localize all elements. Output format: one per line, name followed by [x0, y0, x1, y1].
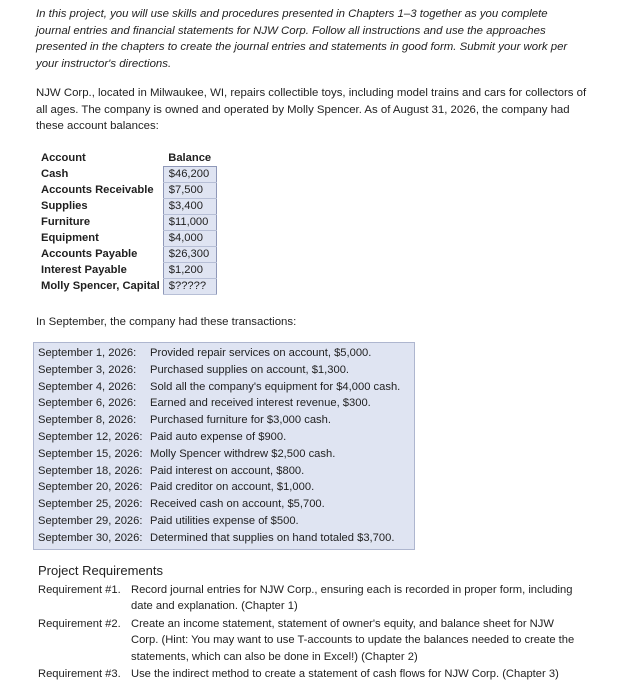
transaction-row [38, 463, 400, 480]
account-balances-table [38, 151, 217, 295]
transaction-date: September 18, 2026: [38, 464, 143, 477]
table-row [38, 167, 216, 183]
requirement-text: Use the indirect method to create a statement of cash flows for NJW Corp. (Chapter 3) [131, 668, 559, 680]
transaction-text: Purchased supplies on account, $1,300. [150, 363, 350, 376]
transaction-row [38, 395, 400, 412]
table-row [38, 263, 216, 279]
requirement-label: Requirement #1. [38, 584, 121, 596]
transaction-text: Molly Spencer withdrew $2,500 cash. [150, 447, 336, 460]
transaction-date: September 25, 2026: [38, 498, 143, 511]
transaction-date: September 29, 2026: [38, 514, 143, 527]
transaction-date: September 6, 2026: [38, 397, 137, 410]
company-description: NJW Corp., located in Milwaukee, WI, repairs collectible toys, including model trains and cars for collectors of all ages. The company is owned and operated by Molly Spencer. As of August 31, 2026, the company had these account balances: [36, 87, 587, 133]
requirement-text: Create an income statement, statement of owner's equity, and balance sheet for NJW Corp. (Hint: You may want to use T-accounts to update the balances needed to create the statements, which can also be done in Excel!) (Chapter 2) [131, 618, 575, 663]
transaction-row [38, 446, 400, 463]
transactions-intro: In September, the company had these transactions: [36, 316, 297, 328]
table-row [38, 183, 216, 199]
requirement-item [38, 582, 578, 615]
transaction-text: Paid auto expense of $900. [150, 430, 287, 443]
transactions-list [38, 345, 400, 547]
requirement-label: Requirement #2. [38, 618, 121, 630]
account-name: Accounts Receivable [41, 184, 154, 196]
transaction-text: Paid utilities expense of $500. [150, 514, 299, 527]
account-balance: $1,200 [163, 263, 216, 279]
transaction-text: Paid interest on account, $800. [150, 464, 305, 477]
transaction-date: September 30, 2026: [38, 531, 143, 544]
transaction-row [38, 530, 400, 547]
account-balance: $11,000 [163, 215, 216, 231]
table-row [38, 199, 216, 215]
requirement-item [38, 616, 578, 665]
transaction-row [38, 412, 400, 429]
account-balance: $????? [163, 279, 216, 295]
transaction-row [38, 479, 400, 496]
transaction-date: September 15, 2026: [38, 447, 143, 460]
account-name: Equipment [41, 232, 99, 244]
transaction-row [38, 362, 400, 379]
account-balance: $4,000 [163, 231, 216, 247]
account-balance: $7,500 [163, 183, 216, 199]
intro-instructions: In this project, you will use skills and procedures presented in Chapters 1–3 together as you complete journal entries and financial statements for NJW Corp. Follow all instructions and use the approaches presented in the chapters to create the journal entries and statements in good form. Submit your work per your instructor's directions. [36, 8, 568, 70]
requirement-item [38, 666, 578, 682]
transaction-text: Provided repair services on account, $5,000. [150, 347, 372, 359]
table-row [38, 247, 216, 263]
transaction-text: Received cash on account, $5,700. [150, 498, 325, 511]
account-name: Supplies [41, 200, 88, 212]
table-row [38, 231, 216, 247]
transaction-text: Determined that supplies on hand totaled $3,700. [150, 531, 395, 544]
account-balance: $26,300 [163, 247, 216, 263]
account-balance: $3,400 [163, 199, 216, 215]
transaction-text: Paid creditor on account, $1,000. [150, 481, 315, 494]
transaction-text: Purchased furniture for $3,000 cash. [150, 414, 331, 427]
transaction-date: September 4, 2026: [38, 380, 137, 393]
balance-column-header: Balance [168, 152, 212, 164]
transaction-text: Sold all the company's equipment for $4,000 cash. [150, 380, 401, 393]
transaction-row [38, 345, 400, 362]
requirements-title: Project Requirements [38, 563, 163, 578]
account-name: Furniture [41, 216, 91, 228]
transaction-date: September 12, 2026: [38, 430, 143, 443]
requirement-label: Requirement #3. [38, 668, 121, 680]
account-name: Accounts Payable [41, 248, 138, 260]
transaction-date: September 20, 2026: [38, 481, 143, 494]
account-name: Molly Spencer, Capital [41, 280, 160, 292]
transaction-text: Earned and received interest revenue, $300. [150, 397, 371, 410]
transaction-date: September 3, 2026: [38, 363, 137, 376]
transaction-row [38, 429, 400, 446]
transaction-row [38, 496, 400, 513]
account-column-header: Account [41, 152, 86, 165]
requirement-text: Record journal entries for NJW Corp., ensuring each is recorded in proper form, including date and explanation. (Chapter 1) [131, 584, 573, 613]
account-name: Cash [41, 168, 69, 180]
transaction-date: September 1, 2026: [38, 347, 137, 359]
transaction-date: September 8, 2026: [38, 414, 137, 427]
account-balance: $46,200 [163, 167, 216, 183]
table-row [38, 215, 216, 231]
transaction-row [38, 513, 400, 530]
table-row [38, 279, 216, 295]
account-name: Interest Payable [41, 264, 127, 276]
transaction-row [38, 379, 400, 396]
table-header-row [38, 151, 216, 167]
